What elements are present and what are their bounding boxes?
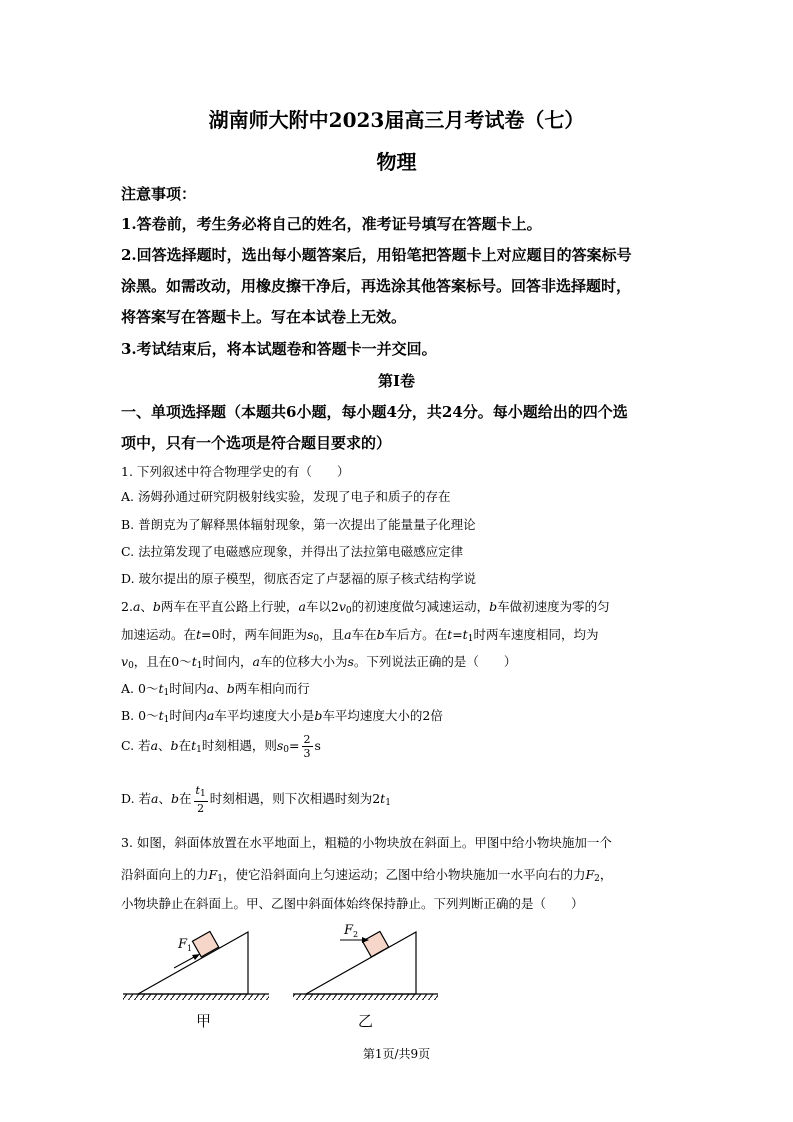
q2-option-a: A. $0\sim t_1$时间内a、b两车相向而行 bbox=[121, 681, 310, 698]
figure-label-jia: 甲 bbox=[196, 1012, 212, 1030]
q3-stem-line-2: 沿斜面向上的力$F_1$，使它沿斜面向上匀速运动；乙图中给小物块施加一水平向右的力$F_2$， bbox=[121, 867, 613, 884]
q1-option-a: A. 汤姆孙通过研究阴极射线实验，发现了电子和质子的存在 bbox=[121, 489, 451, 504]
q2-stem-line-3: $v_0$，且在$0\sim t_1$时间内，a车的位移大小为s。下列说法正确的是（ ） bbox=[121, 654, 517, 671]
q1-option-c: C. 法拉第发现了电磁感应现象，并得出了法拉第电磁感应定律 bbox=[121, 544, 464, 559]
q2-option-d: D. 若a、b在 $\frac{t_1}{2}$ 时刻相遇，则下次相遇时刻为$2t_1$ bbox=[121, 784, 391, 815]
ground-hatching bbox=[123, 994, 269, 1000]
q2-option-b: B. $0\sim t_1$时间内a车平均速度大小是b车平均速度大小的2倍 bbox=[121, 708, 443, 725]
q2-stem-line-2: 加速运动。在t=0时，两车间距为$s_0$，且a车在b车后方。在$t=t_1$时两车速度相同，均为 bbox=[121, 627, 599, 644]
figure-jia bbox=[123, 931, 269, 1000]
notice-item-1: 1.答卷前，考生务必将自己的姓名，准考证号填写在答题卡上。 bbox=[121, 215, 542, 233]
force-label-f2: $F_2$ bbox=[344, 923, 359, 939]
incline-triangle bbox=[306, 932, 416, 994]
fraction-t1-over-2: $\frac{t_1}{2}$ bbox=[195, 784, 206, 815]
section-heading-line-1: 一、单项选择题（本题共6小题，每小题4分，共24分。每小题给出的四个选 bbox=[121, 403, 628, 421]
q3-figures bbox=[118, 918, 448, 1028]
subject-title: 物理 bbox=[376, 150, 417, 174]
block bbox=[362, 931, 388, 956]
part-heading: 第I卷 bbox=[377, 372, 416, 390]
notice-item-2-line-1: 2.回答选择题时，选出每小题答案后，用铅笔把答题卡上对应题目的答案标号 bbox=[121, 246, 632, 264]
page-footer: 第1页/共9页 bbox=[362, 1047, 431, 1061]
section-heading-line-2: 项中，只有一个选项是符合题目要求的） bbox=[121, 434, 392, 452]
figure-label-yi: 乙 bbox=[358, 1012, 374, 1030]
q1-option-d: D. 玻尔提出的原子模型，彻底否定了卢瑟福的原子核式结构学说 bbox=[121, 571, 477, 586]
q1-option-b: B. 普朗克为了解释黑体辐射现象，第一次提出了能量量子化理论 bbox=[121, 517, 476, 532]
notice-item-3: 3.考试结束后，将本试题卷和答题卡一并交回。 bbox=[121, 340, 437, 358]
ground-hatching bbox=[293, 994, 438, 1000]
exam-title: 湖南师大附中2023届高三月考试卷（七） bbox=[208, 108, 585, 132]
figure-yi bbox=[293, 923, 438, 1000]
q3-stem-line-1: 3. 如图，斜面体放置在水平地面上，粗糙的小物块放在斜面上。甲图中给小物块施加一个 bbox=[121, 835, 612, 850]
q3-stem-line-3: 小物块静止在斜面上。甲、乙图中斜面体始终保持静止。下列判断正确的是（ ） bbox=[121, 896, 584, 911]
notice-item-2-line-2: 涂黑。如需改动，用橡皮擦干净后，再选涂其他答案标号。回答非选择题时， bbox=[121, 277, 632, 295]
fraction-two-thirds: $\frac{2}{3}$ bbox=[303, 733, 311, 760]
q2-stem-line-1: 2.a、b两车在平直公路上行驶，a车以$2v_0$的初速度做匀减速运动，b车做初速度为零的匀 bbox=[121, 599, 610, 616]
force-label-f1: $F_1$ bbox=[178, 937, 193, 953]
force-arrow-f1 bbox=[174, 956, 196, 968]
block bbox=[192, 931, 218, 956]
notice-item-2-line-3: 将答案写在答题卡上。写在本试卷上无效。 bbox=[121, 308, 407, 326]
q1-stem: 1. 下列叙述中符合物理学史的有（ ） bbox=[121, 464, 350, 479]
notice-heading: 注意事项： bbox=[121, 185, 197, 203]
q2-option-c: C. 若a、b在$t_1$时刻相遇，则$s_0=$ $\frac{2}{3}$ s bbox=[121, 733, 321, 760]
